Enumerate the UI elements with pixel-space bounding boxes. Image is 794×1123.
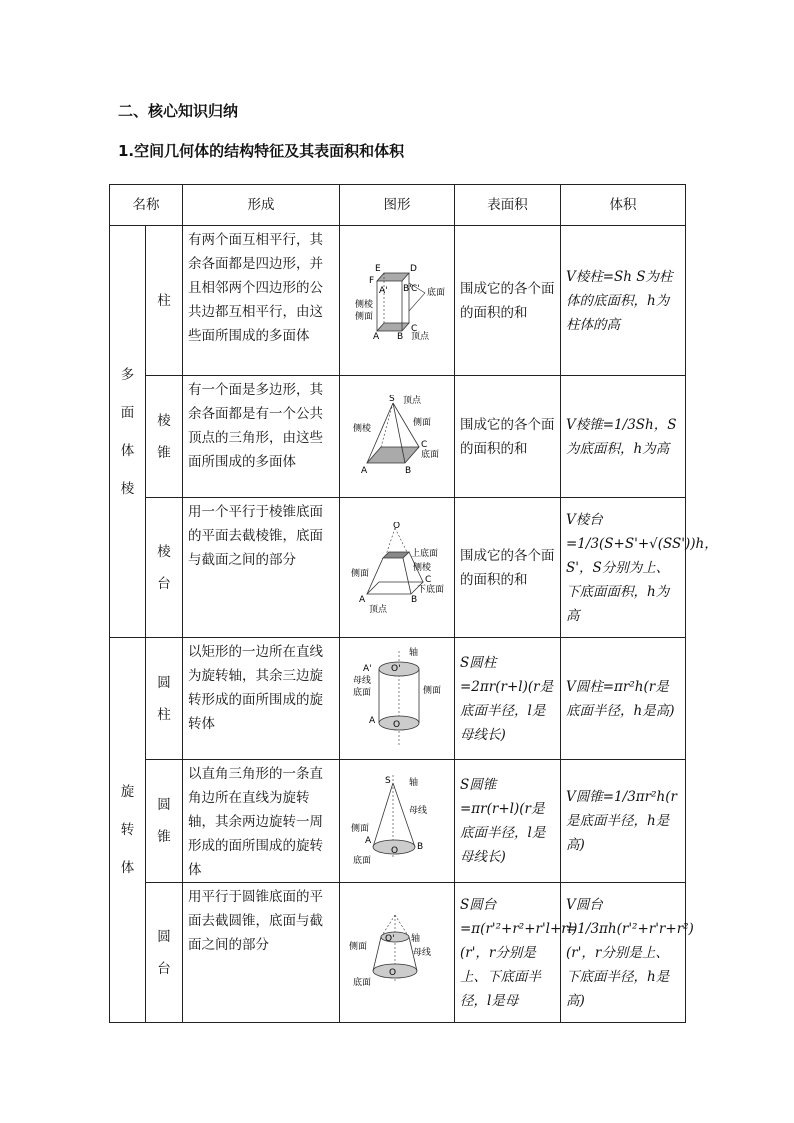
svg-text:顶点: 顶点 (369, 604, 388, 614)
svg-text:侧面: 侧面 (351, 824, 370, 834)
svg-text:O': O' (391, 663, 401, 674)
svg-text:A': A' (363, 663, 372, 674)
table-row (110, 226, 686, 376)
svg-text:A': A' (379, 285, 388, 296)
svg-text:侧棱: 侧棱 (355, 299, 374, 310)
row-name-pyramid: 棱锥 (146, 376, 183, 498)
svg-text:F: F (369, 275, 375, 286)
prism-formation: 有两个面互相平行，其余各面都是四边形，并且相邻两个四边形的公共边都互相平行，由这些面所围成的多面体 (183, 226, 340, 376)
table-row (110, 638, 686, 760)
svg-text:底面: 底面 (421, 449, 440, 460)
header-name: 名称 (110, 185, 183, 226)
header-volume: 体积 (561, 185, 686, 226)
svg-text:C: C (425, 574, 432, 585)
svg-text:B: B (411, 594, 418, 605)
row-name-cylinder: 圆柱 (146, 638, 183, 760)
svg-text:侧棱: 侧棱 (413, 562, 432, 573)
truncated-cone-figure (340, 883, 455, 1023)
table-row (110, 498, 686, 638)
svg-text:侧面: 侧面 (413, 417, 432, 428)
pyramid-formation: 有一个面是多边形，其余各面都是有一个公共顶点的三角形，由这些面所围成的多面体 (183, 376, 340, 498)
svg-text:O: O (389, 967, 397, 978)
table-row (110, 376, 686, 498)
frustum-area: 围成它的各个面的面积的和 (455, 498, 561, 638)
prism-area: 围成它的各个面的面积的和 (455, 226, 561, 376)
prism-volume: V棱柱=Sh S为柱体的底面积，h为柱体的高 (561, 226, 686, 376)
row-name-frustum: 棱台 (146, 498, 183, 638)
svg-text:底面: 底面 (353, 977, 372, 988)
category-polyhedron: 多面体棱 (110, 226, 146, 638)
svg-text:A: A (361, 465, 368, 476)
knowledge-table (109, 184, 718, 1023)
svg-text:轴: 轴 (409, 647, 419, 658)
svg-text:A: A (369, 715, 376, 726)
cone-figure (340, 760, 455, 883)
section-title: 二、核心知识归纳 (118, 102, 239, 120)
svg-text:底面: 底面 (353, 687, 372, 698)
svg-text:C': C' (411, 283, 420, 294)
frustum-formation: 用一个平行于棱锥底面的平面去截棱锥，底面与截面之间的部分 (183, 498, 340, 638)
table-row (110, 760, 686, 883)
header-figure: 图形 (340, 185, 455, 226)
svg-text:母线: 母线 (413, 947, 432, 958)
pyramid-area: 围成它的各个面的面积的和 (455, 376, 561, 498)
table-row (110, 883, 686, 1023)
svg-text:下底面: 下底面 (417, 584, 445, 595)
svg-text:顶点: 顶点 (403, 395, 422, 406)
row-name-prism: 柱 (146, 226, 183, 376)
svg-text:B: B (417, 842, 424, 852)
svg-text:轴: 轴 (411, 933, 421, 944)
svg-text:S: S (385, 776, 391, 786)
svg-text:E: E (375, 263, 381, 274)
table-header-row (110, 185, 686, 226)
row-name-cone: 圆锥 (146, 760, 183, 883)
svg-text:侧面: 侧面 (423, 685, 442, 696)
cone-volume: V圆锥=1/3πr²h(r是底面半径，h是高) (561, 760, 686, 883)
svg-text:A: A (359, 594, 366, 605)
svg-text:轴: 轴 (409, 778, 419, 788)
svg-text:侧面: 侧面 (351, 568, 370, 579)
cone-formation: 以直角三角形的一条直角边所在直线为旋转轴，其余两边旋转一周形成的面所围成的旋转体 (183, 760, 340, 883)
cylinder-formation: 以矩形的一边所在直线为旋转轴，其余三边旋转形成的面所围成的旋转体 (183, 638, 340, 760)
prism-figure (340, 226, 455, 376)
frustum-figure (340, 498, 455, 638)
svg-text:上底面: 上底面 (411, 548, 439, 559)
svg-text:B': B' (403, 283, 412, 294)
svg-text:母线: 母线 (409, 806, 428, 816)
svg-text:顶点: 顶点 (411, 331, 430, 341)
subsection-title: 1.空间几何体的结构特征及其表面积和体积 (118, 142, 405, 160)
svg-text:母线: 母线 (353, 675, 372, 686)
svg-text:底面: 底面 (427, 287, 446, 298)
truncated-cone-volume: V圆台=1/3πh(r'²+r'r+r²)(r'，r分别是上、下底面半径，h是高) (561, 883, 686, 1023)
svg-text:C: C (421, 439, 428, 450)
category-solid-of-revolution: 旋转体 (110, 638, 146, 1023)
pyramid-figure (340, 376, 455, 498)
svg-text:O: O (393, 719, 401, 730)
truncated-cone-formation: 用平行于圆锥底面的平面去截圆锥，底面与截面之间的部分 (183, 883, 340, 1023)
header-formation: 形成 (183, 185, 340, 226)
header-area: 表面积 (455, 185, 561, 226)
svg-text:B: B (397, 331, 404, 341)
svg-text:侧面: 侧面 (355, 311, 374, 322)
svg-text:O': O' (385, 933, 395, 944)
svg-text:O: O (391, 846, 399, 856)
svg-text:A: A (373, 331, 380, 341)
svg-text:O: O (393, 521, 401, 531)
svg-text:A: A (365, 836, 372, 846)
svg-text:D: D (410, 263, 417, 274)
cone-area: S圆锥=πr(r+l)(r是底面半径，l是母线长) (455, 760, 561, 883)
svg-text:S: S (389, 394, 395, 404)
svg-text:侧面: 侧面 (349, 941, 368, 952)
truncated-cone-area: S圆台=π(r'²+r²+r'l+rl)(r'，r分别是上、下底面半径，l是母 (455, 883, 561, 1023)
svg-text:B: B (405, 465, 412, 476)
cylinder-volume: V圆柱=πr²h(r是底面半径，h是高) (561, 638, 686, 760)
svg-text:底面: 底面 (353, 856, 372, 866)
svg-text:C: C (411, 323, 418, 334)
pyramid-volume: V棱锥=1/3Sh，S为底面积，h为高 (561, 376, 686, 498)
svg-text:侧棱: 侧棱 (353, 423, 372, 434)
cylinder-figure (340, 638, 455, 760)
cylinder-area: S圆柱=2πr(r+l)(r是底面半径，l是母线长) (455, 638, 561, 760)
row-name-truncated-cone: 圆台 (146, 883, 183, 1023)
frustum-volume: V棱台=1/3(S+S'+√(SS'))h，S'，S分别为上、下底面面积，h为高 (561, 498, 686, 638)
